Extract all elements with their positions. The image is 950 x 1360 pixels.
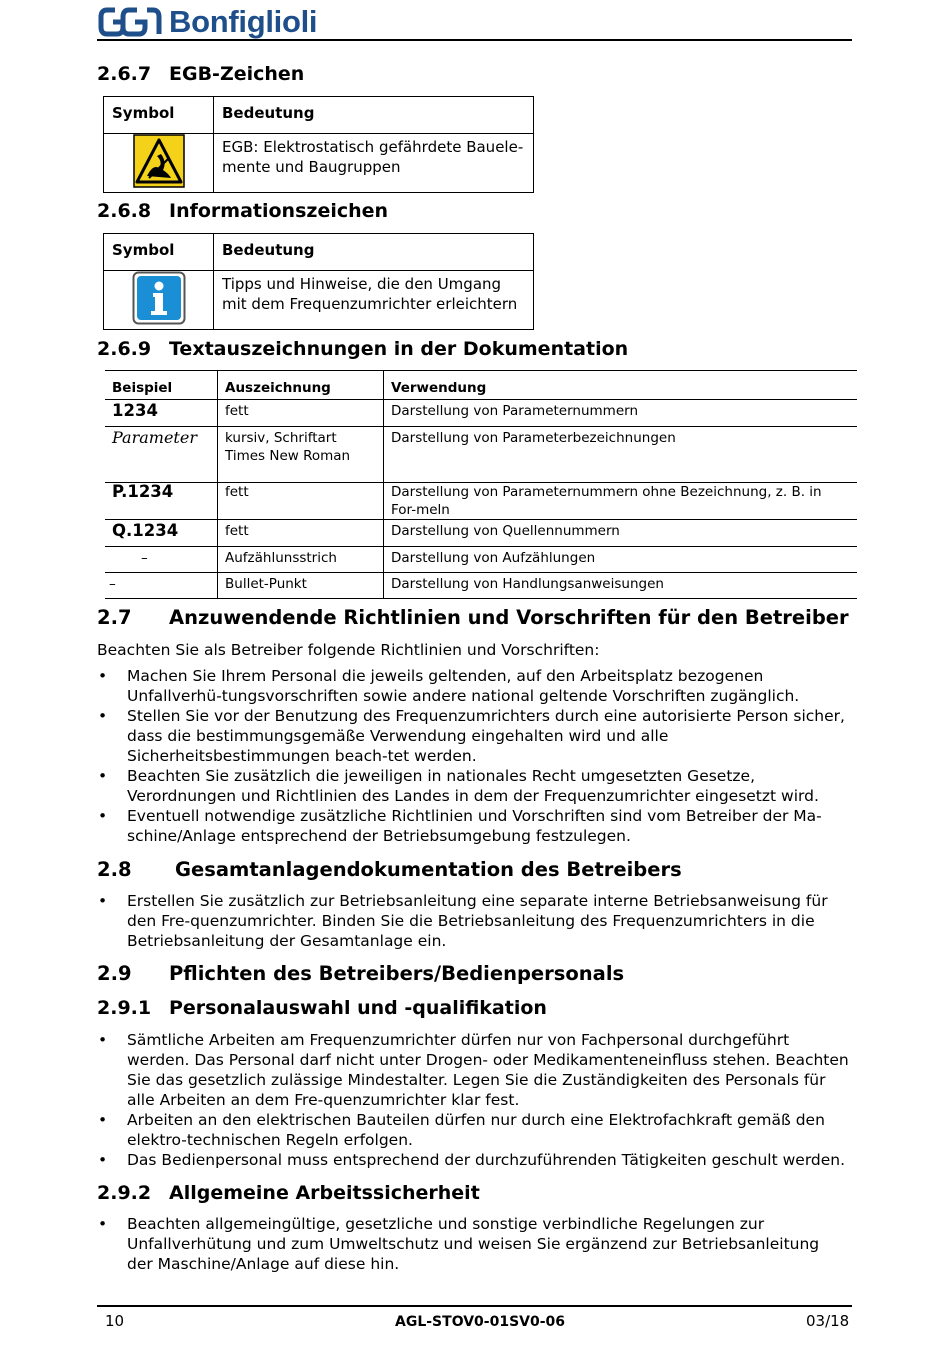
example-cell: – xyxy=(105,573,218,599)
heading-2-6-8: 2.6.8 Informationszeichen xyxy=(97,200,389,222)
info-description: Tipps und Hinweise, die den Umgang mit dem Frequenzumrichter erleichtern xyxy=(214,271,534,330)
table-row xyxy=(105,547,857,573)
bullet-list-2-9-2 xyxy=(97,1214,849,1274)
esd-description: EGB: Elektrostatisch gefährdete Bauele-mente und Baugruppen xyxy=(214,134,534,193)
list-item: • Machen Sie Ihrem Personal die jeweils geltenden, auf den Arbeitsplatz bezogenen Unfallverhü-tungsvorschriften sowie andere national geltende Vorschriften zugänglich. xyxy=(97,666,849,706)
list-item: • Das Bedienpersonal muss entsprechend der durchzuführenden Tätigkeiten geschult werden. xyxy=(97,1150,849,1170)
list-item: • Erstellen Sie zusätzlich zur Betriebsanleitung eine separate interne Betriebsanweisung für den Fre-quenzumrichter. Binden Sie die Betriebsanleitung des Frequenzumrichters in die Betriebsanleitung der Gesamtanlage ein. xyxy=(97,891,849,951)
markup-cell: Bullet-Punkt xyxy=(218,573,384,599)
heading-2-6-9: 2.6.9 Textauszeichnungen in der Dokumentation xyxy=(97,338,629,360)
bullet-list-2-8 xyxy=(97,891,849,951)
symbol-cell xyxy=(104,134,214,193)
table-row xyxy=(105,520,857,547)
table-row xyxy=(105,400,857,427)
markup-cell: fett xyxy=(218,400,384,427)
col-header-meaning: Bedeutung xyxy=(214,97,534,134)
heading-2-9-2: 2.9.2 Allgemeine Arbeitssicherheit xyxy=(97,1182,480,1204)
info-symbol-table xyxy=(103,233,534,330)
bullet-list-2-9-1 xyxy=(97,1030,849,1170)
symbol-cell xyxy=(104,271,214,330)
esd-symbol-table xyxy=(103,96,534,193)
heading-2-7: 2.7 Anzuwendende Richtlinien und Vorschriften für den Betreiber xyxy=(97,606,849,629)
footer-rule xyxy=(97,1305,852,1307)
usage-cell: Darstellung von Quellennummern xyxy=(384,520,858,547)
col-header-example: Beispiel xyxy=(105,371,218,400)
list-item: • Stellen Sie vor der Benutzung des Frequenzumrichters durch eine autorisierte Person sicher, dass die bestimmungsgemäße Verwendung eingehalten wird und alle Sicherheitsbestimmungen beach-tet werden. xyxy=(97,706,849,766)
usage-cell: Darstellung von Parameternummern xyxy=(384,400,858,427)
table-row xyxy=(105,427,857,483)
markup-cell: fett xyxy=(218,520,384,547)
markup-cell: Aufzählunsstrich xyxy=(218,547,384,573)
list-item: • Beachten Sie zusätzlich die jeweiligen in nationales Recht umgesetzten Gesetze, Verordnungen und Richtlinien des Landes in dem der Frequenzumrichter eingesetzt wird. xyxy=(97,766,849,806)
usage-cell: Darstellung von Aufzählungen xyxy=(384,547,858,573)
usage-cell: Darstellung von Parameternummern ohne Bezeichnung, z. B. in For-meln xyxy=(384,483,858,520)
document-date: 03/18 xyxy=(806,1312,850,1330)
table-row xyxy=(105,483,857,520)
markup-cell: kursiv, Schriftart Times New Roman xyxy=(218,427,384,483)
markup-cell: fett xyxy=(218,483,384,520)
col-header-markup: Auszeichnung xyxy=(218,371,384,400)
intro-paragraph: Beachten Sie als Betreiber folgende Richtlinien und Vorschriften: xyxy=(97,641,600,659)
table-row xyxy=(105,573,857,599)
heading-2-6-7: 2.6.7 EGB-Zeichen xyxy=(97,63,305,85)
example-cell: – xyxy=(105,547,218,573)
brand-name: Bonfiglioli xyxy=(169,4,318,39)
example-cell: Parameter xyxy=(105,427,218,483)
usage-cell: Darstellung von Parameterbezeichnungen xyxy=(384,427,858,483)
example-cell: Q.1234 xyxy=(105,520,218,547)
header-rule xyxy=(97,39,852,41)
brand-logo xyxy=(97,4,317,40)
page-number: 10 xyxy=(105,1312,125,1330)
list-item: • Eventuell notwendige zusätzliche Richtlinien und Vorschriften sind vom Betreiber der Ma-schine/Anlage entsprechend der Betriebsumgebung festzulegen. xyxy=(97,806,849,846)
usage-cell: Darstellung von Handlungsanweisungen xyxy=(384,573,858,599)
document-id: AGL-STOV0-01SV0-06 xyxy=(395,1314,566,1330)
heading-2-9: 2.9 Pflichten des Betreibers/Bedienpersonals xyxy=(97,962,625,985)
col-header-symbol: Symbol xyxy=(104,234,214,271)
text-markup-table xyxy=(105,370,857,599)
list-item: • Beachten allgemeingültige, gesetzliche und sonstige verbindliche Regelungen zur Unfallverhütung und zum Umweltschutz und weisen Sie ergänzend zur Betriebsanleitung der Maschine/Anlage auf diese hin. xyxy=(97,1214,849,1274)
bonfiglioli-logo-icon xyxy=(97,5,163,39)
list-item: • Arbeiten an den elektrischen Bauteilen dürfen nur durch eine Elektrofachkraft gemäß den elektro-technischen Regeln erfolgen. xyxy=(97,1110,849,1150)
esd-warning-icon xyxy=(133,134,185,188)
bullet-list-2-7 xyxy=(97,666,849,846)
col-header-meaning: Bedeutung xyxy=(214,234,534,271)
list-item: • Sämtliche Arbeiten am Frequenzumrichter dürfen nur von Fachpersonal durchgeführt werden. Das Personal darf nicht unter Drogen- oder Medikamenteneinfluss stehen. Beachten Sie das gesetzlich zulässige Mindestalter. Legen Sie die Zuständigkeiten des Personals für alle Arbeiten an dem Fre-quenzumrichter klar fest. xyxy=(97,1030,849,1110)
example-cell: P.1234 xyxy=(105,483,218,520)
heading-2-8: 2.8 Gesamtanlagendokumentation des Betreibers xyxy=(97,858,682,881)
heading-2-9-1: 2.9.1 Personalauswahl und -qualifikation xyxy=(97,997,547,1019)
col-header-symbol: Symbol xyxy=(104,97,214,134)
col-header-usage: Verwendung xyxy=(384,371,858,400)
info-icon xyxy=(132,271,186,325)
example-cell: 1234 xyxy=(105,400,218,427)
